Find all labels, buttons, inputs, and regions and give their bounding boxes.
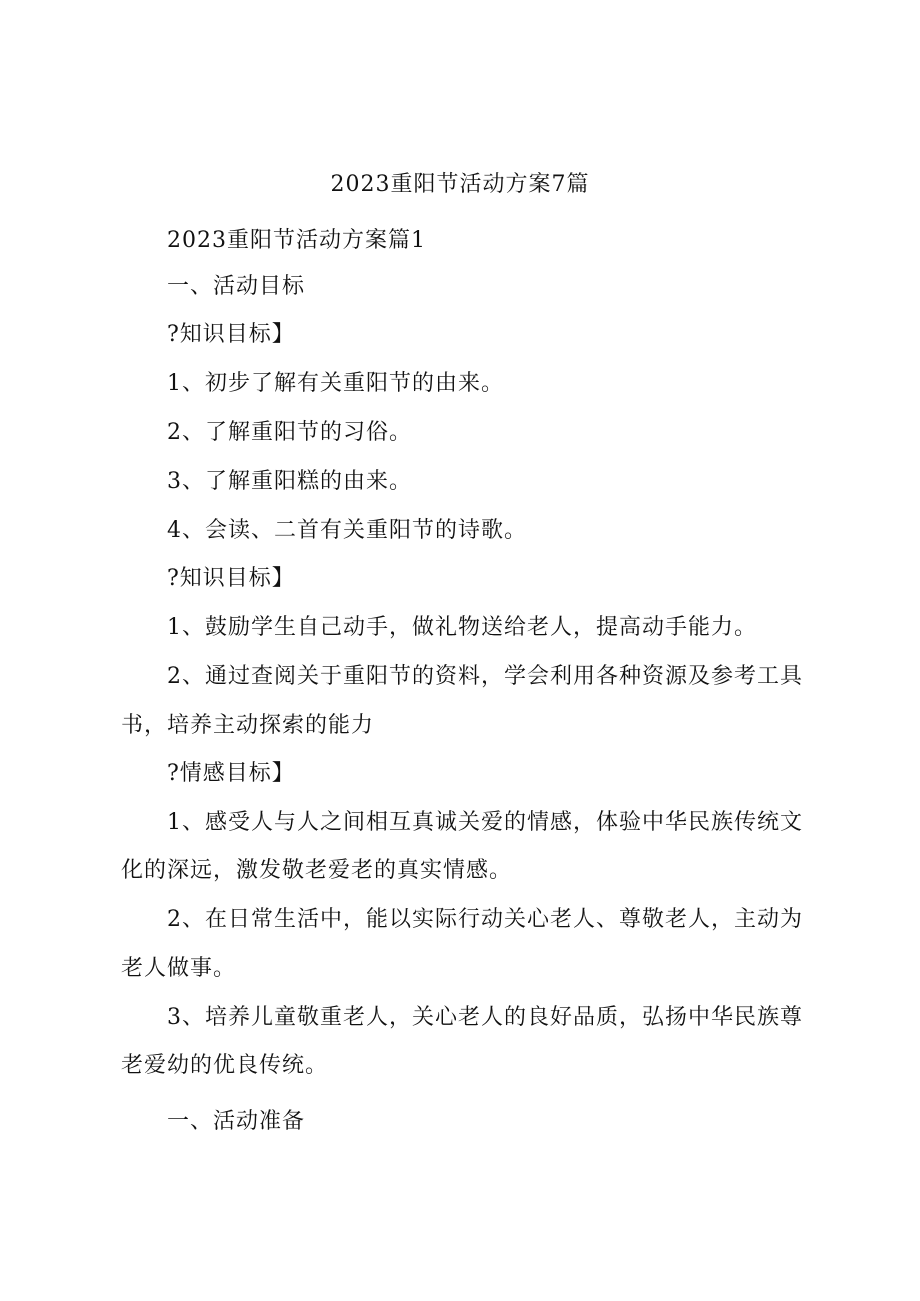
subsection-heading: 一、活动准备: [167, 1109, 306, 1134]
list-item: 2、在日常生活中，能以实际行动关心老人、尊敬老人，主动为: [167, 907, 803, 932]
list-item-continuation: 老人做事。: [121, 956, 237, 981]
section-heading: 2023重阳节活动方案篇1: [167, 228, 426, 253]
goal-heading: ?情感目标】: [167, 761, 295, 786]
list-item: 4、会读、二首有关重阳节的诗歌。: [167, 518, 527, 543]
list-item-continuation: 化的深远，激发敬老爱老的真实情感。: [121, 858, 513, 883]
list-item: 1、初步了解有关重阳节的由来。: [167, 371, 504, 396]
goal-heading: ?知识目标】: [167, 322, 295, 347]
list-item: 1、感受人与人之间相互真诚关爱的情感，体验中华民族传统文: [167, 810, 803, 835]
list-item: 1、鼓励学生自己动手，做礼物送给老人，提高动手能力。: [167, 615, 757, 640]
list-item: 2、通过查阅关于重阳节的资料，学会利用各种资源及参考工具: [167, 664, 803, 689]
list-item: 3、培养儿童敬重老人，关心老人的良好品质，弘扬中华民族尊: [167, 1005, 803, 1030]
list-item: 3、了解重阳糕的由来。: [167, 469, 412, 494]
subsection-heading: 一、活动目标: [167, 274, 306, 299]
list-item-continuation: 书，培养主动探索的能力: [121, 713, 375, 738]
list-item-continuation: 老爱幼的优良传统。: [121, 1053, 329, 1078]
goal-heading: ?知识目标】: [167, 566, 295, 591]
document-title: 2023重阳节活动方案7篇: [330, 172, 590, 197]
list-item: 2、了解重阳节的习俗。: [167, 420, 412, 445]
